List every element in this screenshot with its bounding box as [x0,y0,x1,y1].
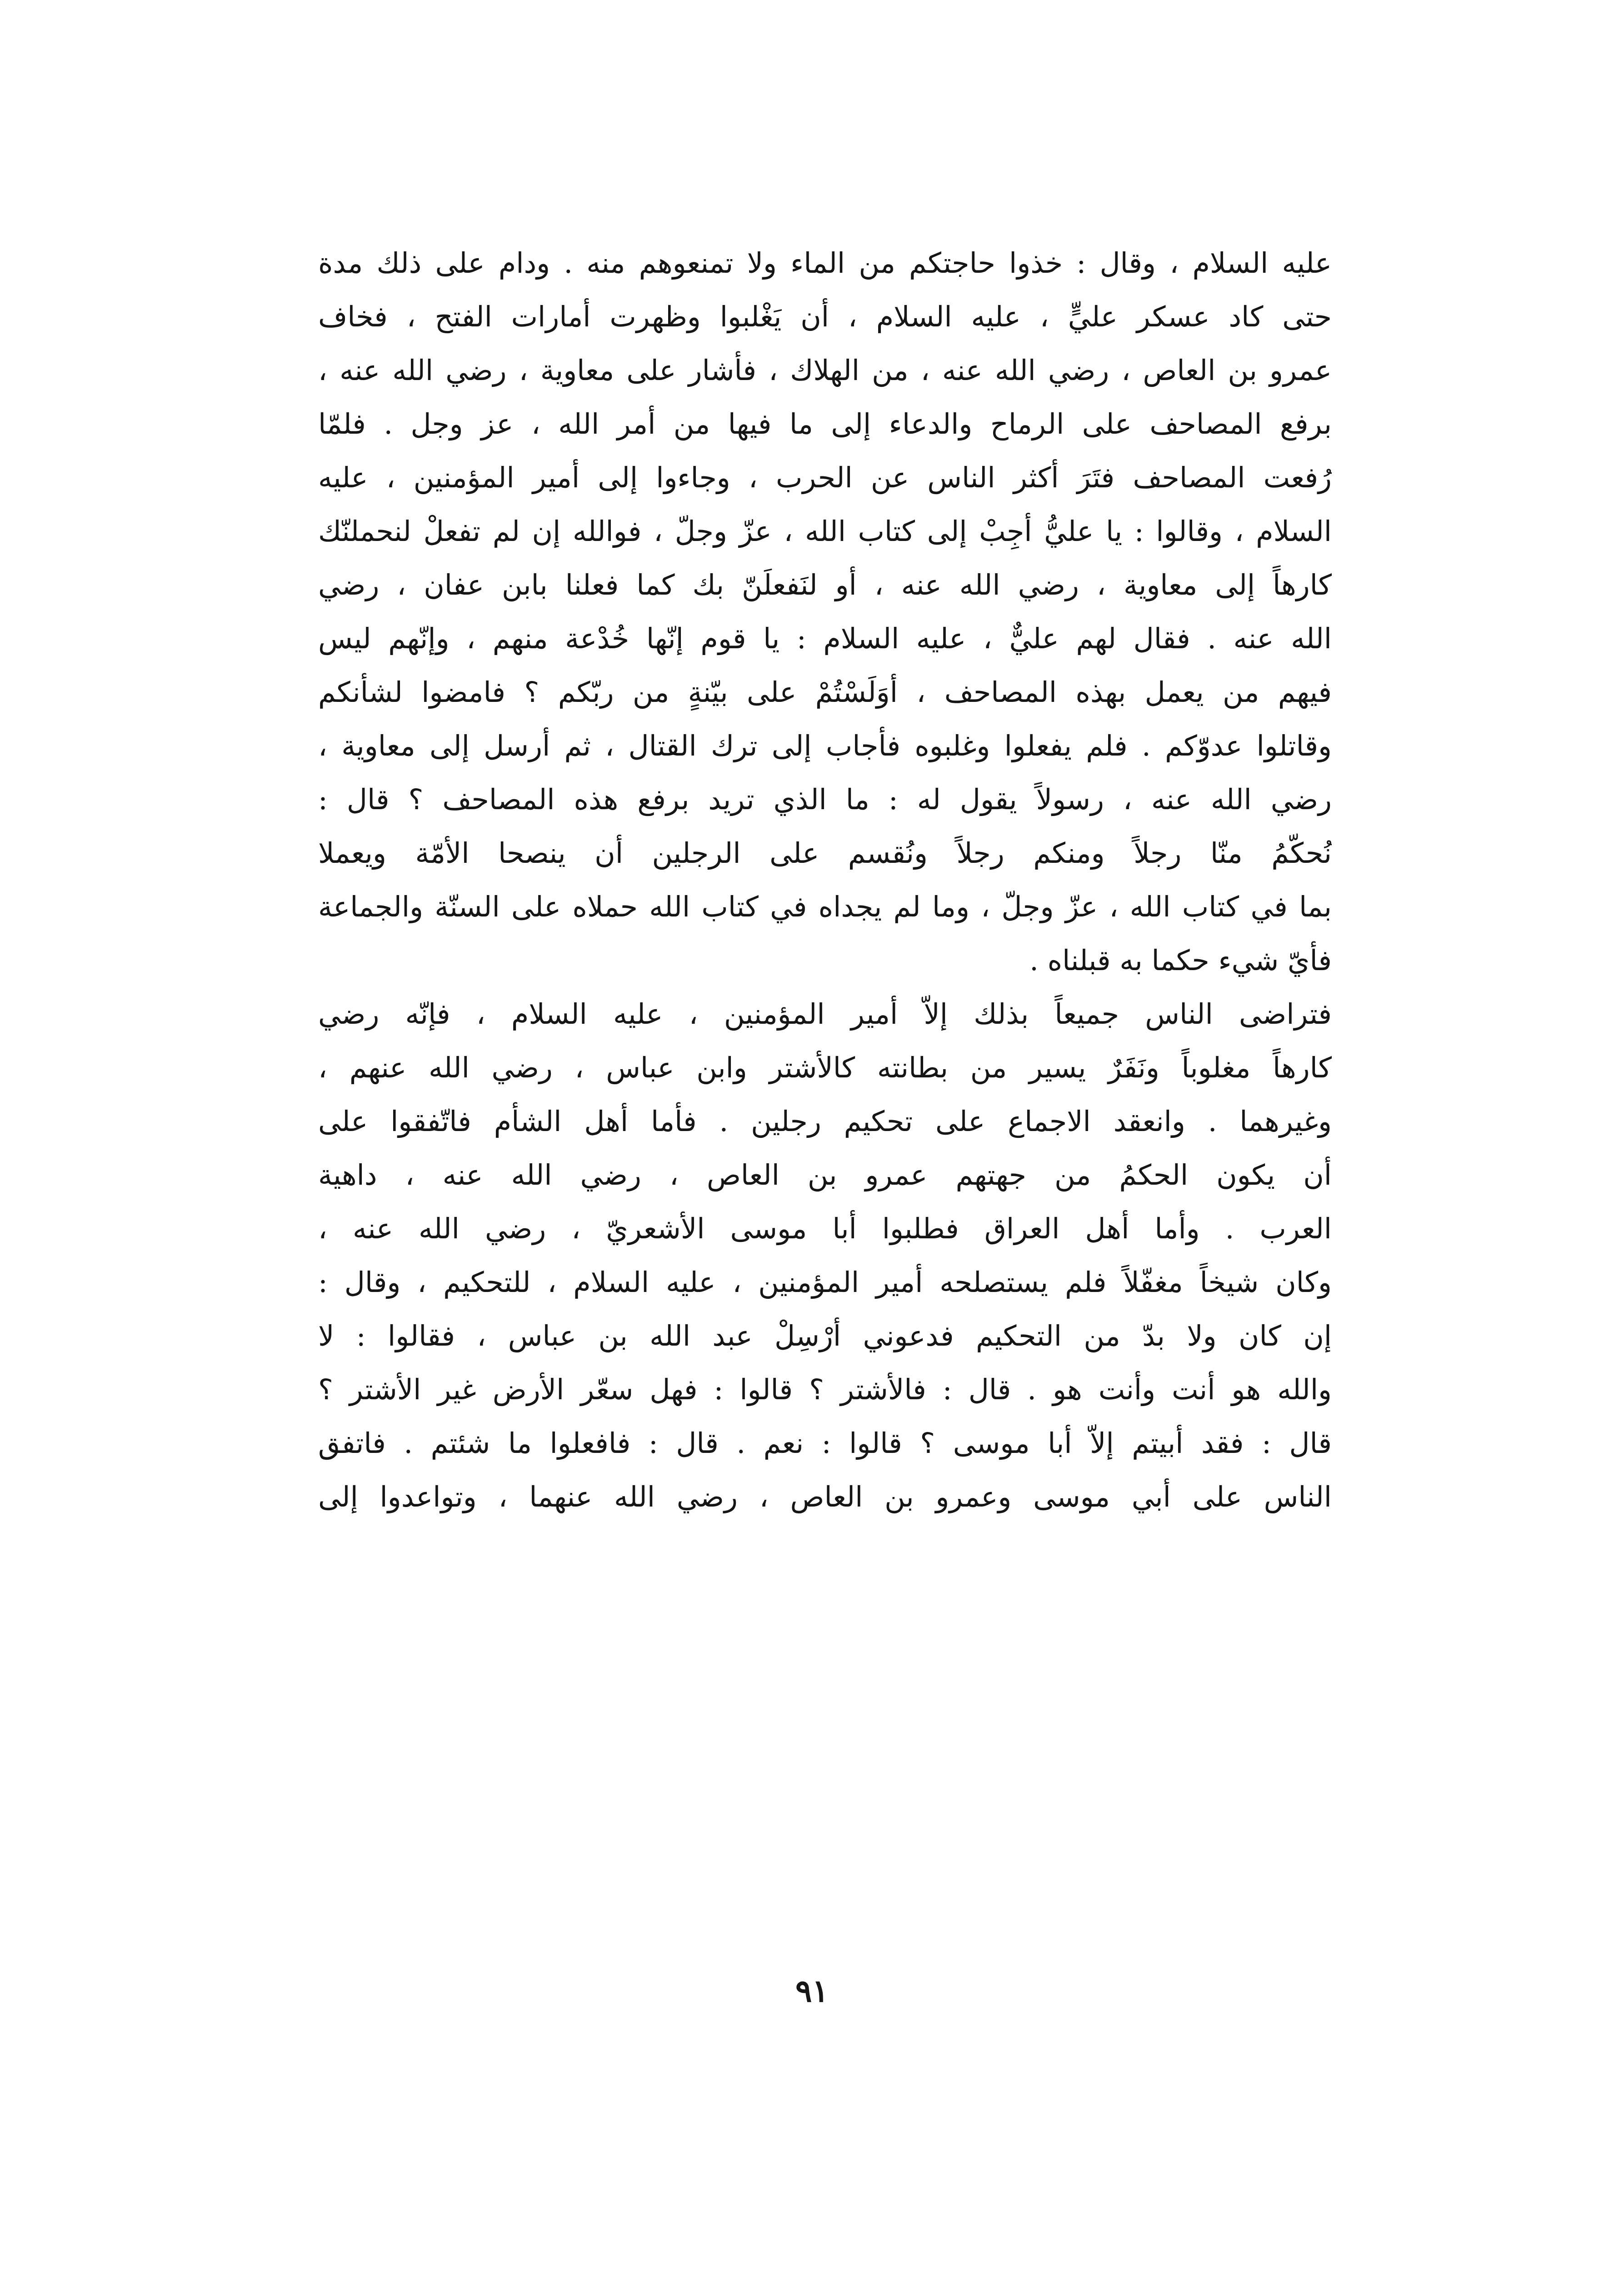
text-line: أن يكون الحكمُ من جهتهم عمرو بن العاص ، رضي الله عنه ، داهية [318,1158,1332,1192]
text-line: الله عنه . فقال لهم عليٌّ ، عليه السلام : يا قوم إنّها خُدْعة منهم ، وإنّهم ليس [318,622,1332,655]
text-line: رُفعت المصاحف فتَرَ أكثر الناس عن الحرب ، وجاءوا إلى أمير المؤمنين ، عليه [318,461,1332,494]
text-line: عليه السلام ، وقال : خذوا حاجتكم من الماء ولا تمنعوهم منه . ودام على ذلك مدة [318,246,1332,280]
main-text-block [318,236,1332,1524]
text-line: فأيّ شيء حكما به قبلناه . [1029,944,1332,977]
text-line: العرب . وأما أهل العراق فطلبوا أبا موسى الأشعريّ ، رضي الله عنه ، [318,1212,1332,1245]
text-line: عمرو بن العاص ، رضي الله عنه ، من الهلاك ، فأشار على معاوية ، رضي الله عنه ، [318,354,1332,387]
text-line: برفع المصاحف على الرماح والدعاء إلى ما فيها من أمر الله ، عز وجل . فلمّا [318,407,1332,441]
margin-mark [268,252,275,260]
page-number: ٩١ [795,1973,829,2009]
text-line: السلام ، وقالوا : يا عليُّ أجِبْ إلى كتاب الله ، عزّ وجلّ ، فوالله إن لم تفعلْ لنحملنّك [318,515,1332,548]
text-line: والله هو أنت وأنت هو . قال : فالأشتر ؟ قالوا : فهل سعّر الأرض غير الأشتر ؟ [318,1373,1332,1406]
text-line: فتراضى الناس جميعاً بذلك إلاّ أمير المؤمنين ، عليه السلام ، فإنّه رضي [318,997,1332,1031]
text-line: نُحكّمُ منّا رجلاً ومنكم رجلاً ونُقسم على الرجلين أن ينصحا الأمّة ويعملا [318,836,1332,870]
text-line: كارهاً مغلوباً ونَفَرٌ يسير من بطانته كالأشتر وابن عباس ، رضي الله عنهم ، [318,1051,1332,1084]
text-line: حتى كاد عسكر عليٍّ ، عليه السلام ، أن يَغْلبوا وظهرت أمارات الفتح ، فخاف [318,300,1332,333]
paragraph-1 [318,236,1332,987]
text-line: وغيرهما . وانعقد الاجماع على تحكيم رجلين . فأما أهل الشأم فاتّفقوا على [318,1105,1332,1138]
text-line: بما في كتاب الله ، عزّ وجلّ ، وما لم يجداه في كتاب الله حملاه على السنّة والجماعة [318,890,1332,923]
paragraph-2 [318,987,1332,1524]
text-line: الناس على أبي موسى وعمرو بن العاص ، رضي الله عنهما ، وتواعدوا إلى [318,1480,1332,1513]
text-line: إن كان ولا بدّ من التحكيم فدعوني أرْسِلْ عبد الله بن عباس ، فقالوا : لا [318,1319,1332,1352]
text-line: كارهاً إلى معاوية ، رضي الله عنه ، أو لنَفعلَنّ بك كما فعلنا بابن عفان ، رضي [318,568,1332,601]
text-line: رضي الله عنه ، رسولاً يقول له : ما الذي تريد برفع هذه المصاحف ؟ قال : [318,783,1332,816]
text-line: وقاتلوا عدوّكم . فلم يفعلوا وغلبوه فأجاب إلى ترك القتال ، ثم أرسل إلى معاوية ، [318,729,1332,762]
text-line: قال : فقد أبيتم إلاّ أبا موسى ؟ قالوا : نعم . قال : فافعلوا ما شئتم . فاتفق [318,1427,1332,1460]
text-line: وكان شيخاً مغفّلاً فلم يستصلحه أمير المؤمنين ، عليه السلام ، للتحكيم ، وقال : [318,1266,1332,1299]
text-line: فيهم من يعمل بهذه المصاحف ، أوَلَسْتُمْ على بيّنةٍ من ربّكم ؟ فامضوا لشأنكم [318,676,1332,709]
